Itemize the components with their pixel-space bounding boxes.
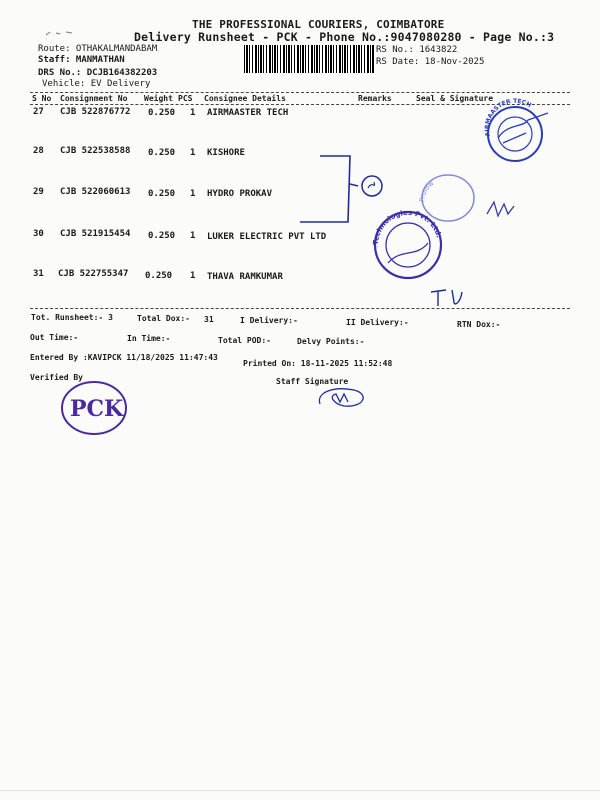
row-sno: 27	[33, 107, 44, 117]
seal-2-text: Technologies Pvt. Ltd.	[371, 208, 444, 246]
route-label: Route: OTHAKALMANDABAM	[38, 44, 158, 54]
verified-by: Verified By	[30, 373, 83, 382]
row-pcs: 1	[190, 148, 196, 158]
scribble-mark	[484, 196, 520, 222]
scan-edge-line	[0, 790, 600, 791]
col-consignment: Consignment No	[60, 94, 128, 103]
row-pcs: 1	[190, 108, 196, 118]
tot-runsheet: Tot. Runsheet:- 3	[31, 313, 113, 322]
staff-signature-scribble	[314, 382, 374, 412]
row-sno: 30	[33, 229, 44, 239]
col-sno: S No	[32, 94, 52, 103]
pck-stamp-text: PCK	[70, 396, 124, 422]
row-weight: 0.250	[148, 108, 176, 118]
row-weight: 0.250	[148, 148, 176, 158]
initials-mark	[428, 286, 468, 308]
staff-label: Staff: MANMATHAN	[38, 55, 125, 65]
seal-3-text: Prolow	[417, 179, 436, 203]
entered-by: Entered By :KAVIPCK 11/18/2025 11:47:43	[30, 353, 218, 362]
row-consignee: HYDRO PROKAV	[207, 189, 273, 199]
col-pcs: PCS	[178, 94, 193, 103]
rs-number: RS No.: 1643822	[376, 45, 458, 55]
printed-on: Printed On: 18-11-2025 11:52:48	[243, 359, 393, 368]
row-consignee: AIRMAASTER TECH	[207, 108, 289, 118]
seal-prolow-icon	[416, 168, 480, 222]
total-dox-label: Total Dox:-	[137, 314, 190, 323]
total-dox-value: 31	[204, 315, 214, 324]
row-sno: 29	[33, 187, 44, 197]
row-consignment: CJB 522755347	[58, 269, 129, 279]
row-consignee: THAVA RAMKUMAR	[207, 272, 283, 282]
svg-text:Prolow	[418, 179, 436, 202]
drs-number: DRS No.: DCJB164382203	[38, 68, 158, 78]
total-pod: Total POD:-	[218, 336, 271, 345]
vehicle-label: Vehicle: EV Delivery	[42, 79, 151, 89]
rtn-dox: RTN Dox:-	[457, 320, 501, 329]
rs-date: RS Date: 18-Nov-2025	[376, 57, 485, 67]
row-consignment: CJB 522876772	[60, 107, 131, 117]
row-pcs: 1	[190, 271, 196, 281]
row-consignment: CJB 522538588	[60, 146, 131, 156]
row-consignment: CJB 522060613	[60, 187, 131, 197]
i-delivery: I Delivery:-	[240, 316, 298, 325]
row-consignee: KISHORE	[207, 148, 245, 158]
col-consignee: Consignee Details	[204, 94, 286, 103]
row-weight: 0.250	[145, 271, 173, 281]
in-time: In Time:-	[127, 334, 171, 343]
delvy-points: Delvy Points:-	[297, 337, 365, 346]
table-top-rule	[30, 92, 570, 93]
svg-text:AIRMAASTER TECH	[484, 98, 532, 137]
staff-signature-label: Staff Signature	[276, 377, 349, 386]
seal-airmaaster-icon	[478, 98, 558, 168]
col-remarks: Remarks	[358, 94, 392, 103]
handwritten-signature	[290, 152, 390, 232]
barcode	[244, 45, 374, 73]
row-pcs: 1	[190, 231, 196, 241]
pen-mark	[44, 28, 74, 38]
runsheet-subtitle: Delivery Runsheet - PCK - Phone No.:9047080280 - Page No.:3	[134, 30, 555, 44]
seal-1-text: AIRMAASTER TECH	[483, 98, 533, 138]
row-weight: 0.250	[148, 231, 176, 241]
row-sno: 31	[33, 269, 44, 279]
row-pcs: 1	[190, 189, 196, 199]
table-bottom-rule	[30, 308, 570, 309]
ii-delivery: II Delivery:-	[346, 318, 409, 327]
company-title: THE PROFESSIONAL COURIERS, COIMBATORE	[192, 18, 445, 31]
row-sno: 28	[33, 146, 44, 156]
col-weight: Weight	[144, 94, 173, 103]
col-seal: Seal & Signature	[416, 94, 494, 103]
pck-stamp-icon	[58, 378, 134, 438]
row-consignment: CJB 521915454	[60, 229, 131, 239]
out-time: Out Time:-	[30, 333, 79, 342]
row-weight: 0.250	[148, 189, 176, 199]
row-consignee: LUKER ELECTRIC PVT LTD	[207, 232, 327, 242]
